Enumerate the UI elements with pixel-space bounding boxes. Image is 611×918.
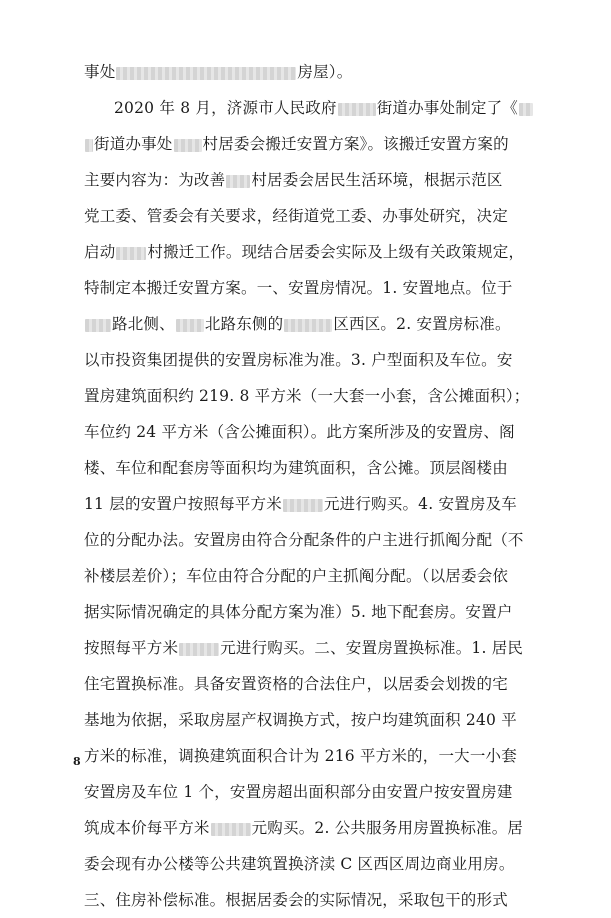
text-line (84, 666, 562, 702)
text-run: 11 层的安置户按照每平方米 (84, 495, 282, 513)
text-line (84, 234, 562, 270)
text-line (84, 162, 562, 198)
text-run: 路北侧、 (112, 315, 175, 333)
text-line (84, 54, 562, 90)
text-line (84, 522, 562, 558)
text-line (84, 486, 562, 522)
text-run: 元购买。2. 公共服务用房置换标准。居 (251, 819, 524, 837)
redaction-mark (174, 139, 202, 152)
text-line (84, 738, 562, 774)
text-run: 2020 年 8 月，济源市人民政府 (114, 99, 337, 117)
text-line (84, 846, 562, 882)
text-run: 村居委会居民生活环境，根据示范区 (251, 171, 503, 189)
text-line (84, 882, 562, 918)
text-run: 村搬迁工作。现结合居委会实际及上级有关政策规定， (147, 243, 525, 261)
text-line (84, 558, 562, 594)
text-run: 街道办事处制定了《 (376, 99, 519, 117)
text-run: 以市投资集团提供的安置房标准为准。3. 户型面积及车位。安 (84, 351, 513, 369)
text-line (84, 198, 562, 234)
text-line (84, 342, 562, 378)
text-run: 党工委、管委会有关要求，经街道党工委、办事处研究，决定 (84, 207, 508, 225)
text-run: 方米的标准，调换建筑面积合计为 216 平方米的，一大一小套 (84, 747, 517, 765)
text-run: 据实际情况确定的具体分配方案为准）5. 地下配套房。安置户 (84, 603, 513, 621)
text-run: 启动 (84, 243, 116, 261)
document-body (84, 54, 562, 918)
redaction-mark (338, 103, 376, 116)
redaction-mark (283, 499, 323, 512)
text-run: 筑成本价每平方米 (84, 819, 210, 837)
text-line (84, 378, 562, 414)
redaction-mark (116, 67, 296, 80)
text-line (84, 450, 562, 486)
redaction-mark (116, 247, 146, 260)
text-run: 基地为依据，采取房屋产权调换方式，按户均建筑面积 240 平 (84, 711, 517, 729)
text-run: 车位约 24 平方米（含公摊面积）。此方案所涉及的安置房、阁 (84, 423, 515, 441)
text-run: 元进行购买。4. 安置房及车 (323, 495, 517, 513)
text-run: 特制定本搬迁安置方案。一、安置房情况。1. 安置地点。位于 (84, 279, 513, 297)
redaction-mark (226, 175, 250, 188)
redaction-mark (179, 643, 219, 656)
text-run: 安置房及车位 1 个，安置房超出面积部分由安置户按安置房建 (84, 783, 513, 801)
text-run: 住宅置换标准。具备安置资格的合法住户，以居委会划拨的宅 (84, 675, 508, 693)
text-run: 村居委会搬迁安置方案》。该搬迁安置方案的 (202, 135, 509, 153)
text-run: 事处 (84, 63, 116, 81)
text-line (84, 414, 562, 450)
text-run: 委会现有办公楼等公共建筑置换济渎 C 区西区周边商业用房。 (84, 855, 515, 873)
text-run: 房屋）。 (297, 63, 353, 81)
text-run: 区西区。2. 安置房标准。 (333, 315, 511, 333)
text-line (84, 630, 562, 666)
text-run: 补楼层差价）；车位由符合分配的户主抓阄分配。（以居委会依 (84, 567, 509, 585)
text-line (84, 306, 562, 342)
text-run: 北路东侧的 (204, 315, 284, 333)
redaction-mark (519, 103, 533, 116)
text-line (84, 126, 562, 162)
text-run: 置房建筑面积约 219. 8 平方米（一大套一小套，含公摊面积）； (84, 387, 530, 405)
text-run: 楼、车位和配套房等面积均为建筑面积，含公摊。顶层阁楼由 (84, 459, 508, 477)
text-run: 元进行购买。二、安置房置换标准。1. 居民 (220, 639, 524, 657)
text-run: 三、住房补偿标准。根据居委会的实际情况，采取包干的形式 (84, 891, 508, 909)
text-line (84, 594, 562, 630)
redaction-mark (176, 319, 204, 332)
text-line (84, 810, 562, 846)
redaction-mark (85, 139, 93, 152)
text-run: 主要内容为：为改善 (84, 171, 226, 189)
redaction-mark (211, 823, 251, 836)
page-number: 8 (73, 755, 81, 768)
text-run: 按照每平方米 (84, 639, 179, 657)
text-line (84, 270, 562, 306)
redaction-mark (284, 319, 332, 332)
text-line (84, 702, 562, 738)
text-line (84, 90, 562, 126)
redaction-mark (85, 319, 111, 332)
text-line (84, 774, 562, 810)
text-run: 位的分配办法。安置房由符合分配条件的户主进行抓阄分配（不 (84, 531, 524, 549)
text-run: 街道办事处 (94, 135, 173, 153)
